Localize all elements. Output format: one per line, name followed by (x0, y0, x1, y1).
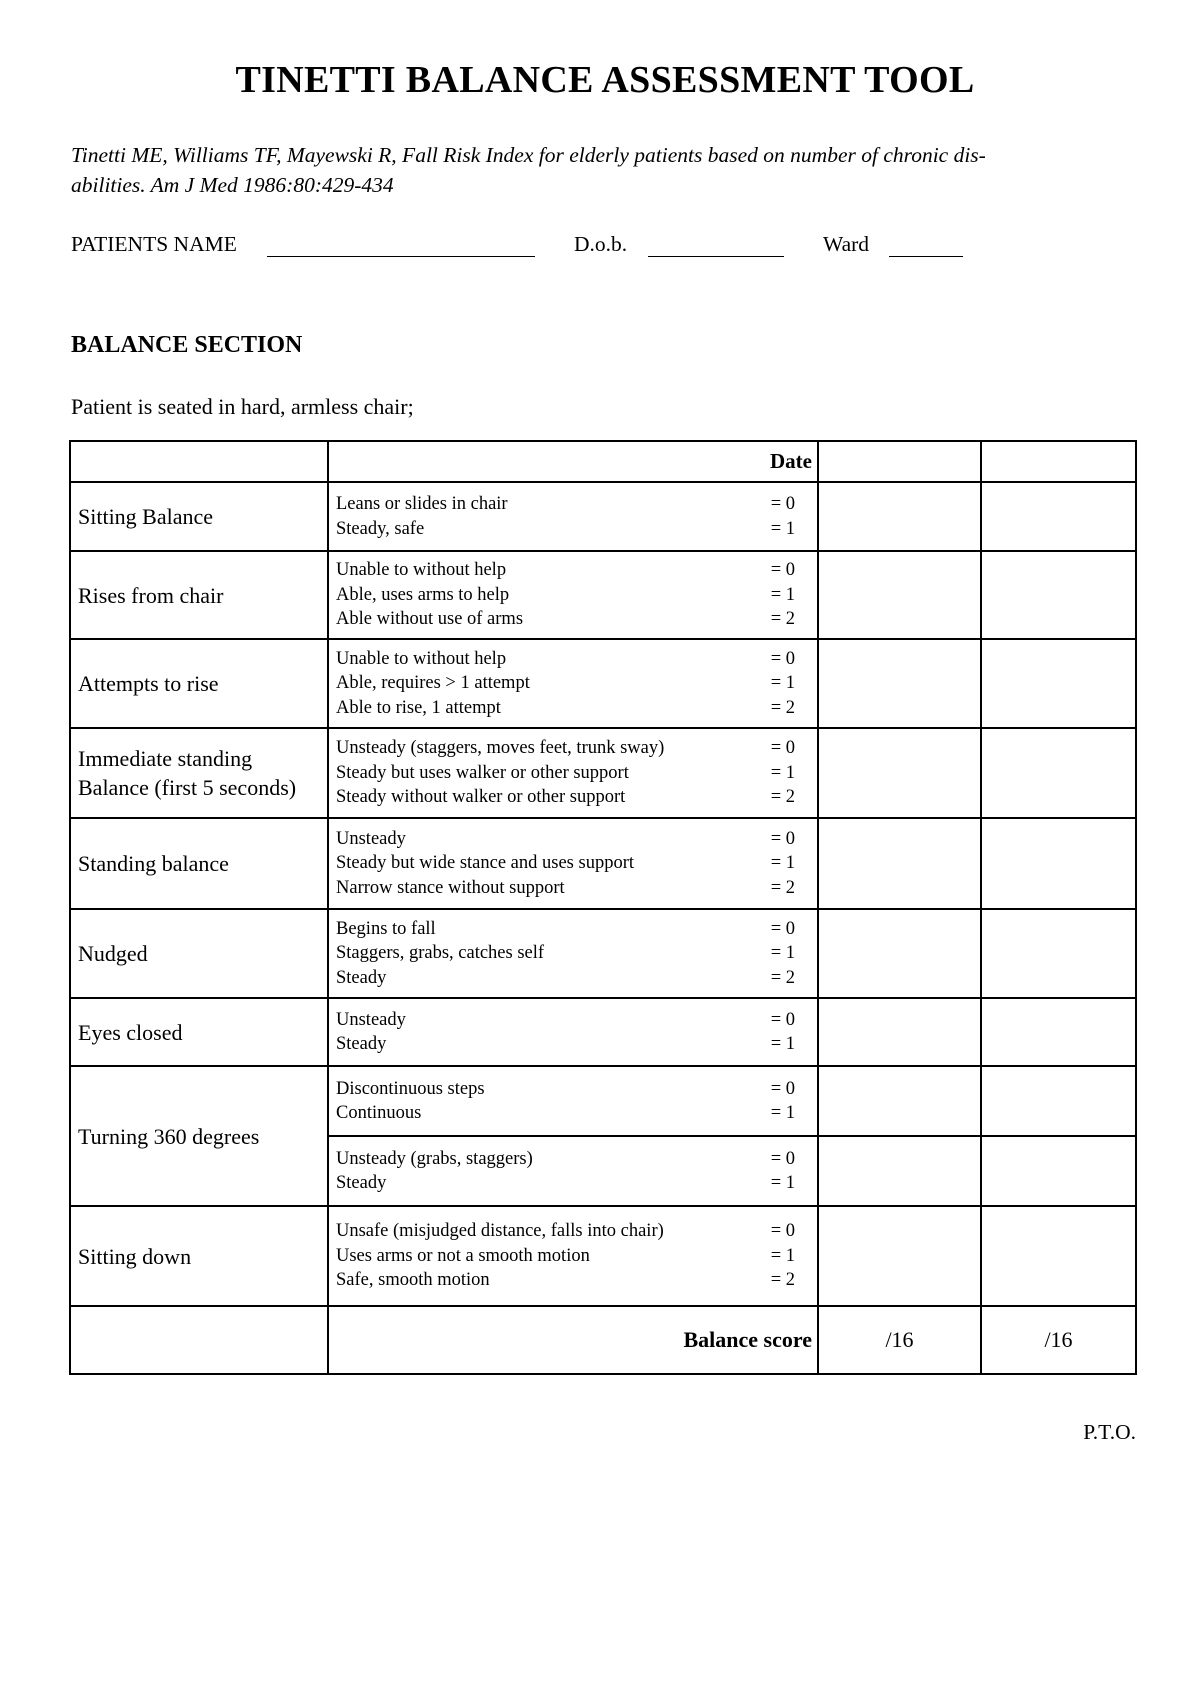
item-name: Sitting Balance (70, 482, 328, 551)
table-row (70, 482, 1136, 551)
score-entry-cell[interactable] (981, 639, 1136, 728)
item-name: Attempts to rise (70, 639, 328, 728)
criteria-cell (328, 818, 818, 909)
score-entry-cell[interactable] (981, 482, 1136, 551)
table-header-row (70, 441, 1136, 482)
score-total-2[interactable]: /16 (981, 1306, 1136, 1374)
score-entry-cell[interactable] (818, 1206, 981, 1306)
criterion-option: Unsteady (staggers, moves feet, trunk sway) = 0 (336, 738, 795, 759)
patient-name-field[interactable] (267, 256, 535, 257)
instruction-text: Patient is seated in hard, armless chair; (71, 394, 414, 419)
criteria-cell (328, 728, 818, 818)
criterion-option: Steady = 1 (336, 1034, 795, 1054)
table-row (70, 1066, 1136, 1136)
criteria-cell (328, 998, 818, 1066)
table-row (70, 818, 1136, 909)
balance-table (69, 440, 1137, 1375)
score-entry-cell[interactable] (818, 639, 981, 728)
score-total-1[interactable]: /16 (818, 1306, 981, 1374)
table-row (70, 639, 1136, 728)
score-entry-cell[interactable] (818, 998, 981, 1066)
ward-label: Ward (823, 232, 870, 256)
criterion-option: Able to rise, 1 attempt = 2 (336, 697, 795, 718)
criteria-cell (328, 551, 818, 639)
criterion-option: Unsteady = 0 (336, 1009, 795, 1030)
item-name: Rises from chair (70, 551, 328, 639)
criterion-option: Narrow stance without support = 2 (336, 877, 795, 898)
score-entry-cell[interactable] (981, 1066, 1136, 1136)
score-entry-cell[interactable] (818, 728, 981, 818)
section-heading: BALANCE SECTION (71, 332, 303, 358)
criterion-option: Able without use of arms = 2 (336, 609, 795, 630)
criterion-option: Continuous = 1 (336, 1103, 795, 1123)
item-name: Turning 360 degrees (70, 1066, 328, 1206)
criterion-option: Unable to without help = 0 (336, 560, 795, 581)
balance-score-label: Balance score (328, 1306, 818, 1374)
page-title: TINETTI BALANCE ASSESSMENT TOOL (235, 59, 975, 101)
date-entry-2[interactable] (981, 441, 1136, 482)
score-entry-cell[interactable] (818, 818, 981, 909)
criterion-option: Steady, safe = 1 (336, 518, 795, 539)
item-name-line-1: Immediate standing (78, 746, 253, 771)
score-entry-cell[interactable] (818, 909, 981, 998)
item-name (70, 728, 328, 818)
date-entry-1[interactable] (818, 441, 981, 482)
criterion-option: Able, requires > 1 attempt = 1 (336, 673, 795, 694)
criterion-option: Uses arms or not a smooth motion = 1 (336, 1245, 795, 1266)
score-entry-cell[interactable] (818, 551, 981, 639)
citation (71, 140, 1131, 200)
criterion-option: Safe, smooth motion = 2 (336, 1270, 795, 1291)
table-row (70, 1206, 1136, 1306)
criterion-option: Unsteady (grabs, staggers) = 0 (336, 1148, 795, 1169)
criteria-cell (328, 639, 818, 728)
item-name-line-2: Balance (first 5 seconds) (78, 775, 297, 800)
score-entry-cell[interactable] (981, 1136, 1136, 1206)
pto-footer: P.T.O. (1083, 1420, 1136, 1444)
score-entry-cell[interactable] (981, 728, 1136, 818)
criterion-option: Staggers, grabs, catches self = 1 (336, 943, 795, 964)
criterion-option: Steady = 2 (336, 967, 795, 988)
dob-field[interactable] (648, 256, 784, 257)
patient-name-label: PATIENTS NAME (71, 232, 237, 256)
table-row (70, 728, 1136, 818)
criterion-option: Unable to without help = 0 (336, 648, 795, 669)
item-name: Standing balance (70, 818, 328, 909)
citation-line-2: abilities. Am J Med 1986:80:429-434 (71, 173, 394, 197)
criterion-option: Discontinuous steps = 0 (336, 1078, 795, 1099)
ward-field[interactable] (889, 256, 963, 257)
criterion-option: Steady without walker or other support = 2 (336, 787, 795, 808)
item-name: Eyes closed (70, 998, 328, 1066)
criterion-option: Steady but uses walker or other support = 1 (336, 762, 795, 783)
score-entry-cell[interactable] (818, 1066, 981, 1136)
score-empty-cell (70, 1306, 328, 1374)
score-entry-cell[interactable] (981, 909, 1136, 998)
score-entry-cell[interactable] (981, 998, 1136, 1066)
criterion-option: Able, uses arms to help = 1 (336, 584, 795, 605)
criterion-option: Steady = 1 (336, 1173, 795, 1193)
patient-info-line (71, 232, 1200, 262)
criteria-cell (328, 1136, 818, 1206)
header-empty-cell (70, 441, 328, 482)
criteria-cell (328, 1206, 818, 1306)
criterion-option: Unsteady = 0 (336, 828, 795, 849)
score-entry-cell[interactable] (981, 1206, 1136, 1306)
criteria-cell (328, 909, 818, 998)
score-entry-cell[interactable] (981, 818, 1136, 909)
item-name: Sitting down (70, 1206, 328, 1306)
item-name: Nudged (70, 909, 328, 998)
table-row (70, 998, 1136, 1066)
date-label: Date (328, 441, 818, 482)
score-entry-cell[interactable] (818, 482, 981, 551)
score-entry-cell[interactable] (981, 551, 1136, 639)
criterion-option: Unsafe (misjudged distance, falls into chair) = 0 (336, 1221, 795, 1242)
score-entry-cell[interactable] (818, 1136, 981, 1206)
criterion-option: Leans or slides in chair = 0 (336, 494, 795, 514)
criterion-option: Steady but wide stance and uses support = 1 (336, 853, 795, 874)
criteria-cell (328, 482, 818, 551)
criterion-option: Begins to fall = 0 (336, 918, 795, 939)
citation-line-1: Tinetti ME, Williams TF, Mayewski R, Fall Risk Index for elderly patients based on number of chronic dis- (71, 143, 986, 167)
table-row (70, 909, 1136, 998)
table-row (70, 551, 1136, 639)
dob-label: D.o.b. (574, 232, 628, 256)
criteria-cell (328, 1066, 818, 1136)
balance-score-row (70, 1306, 1136, 1374)
